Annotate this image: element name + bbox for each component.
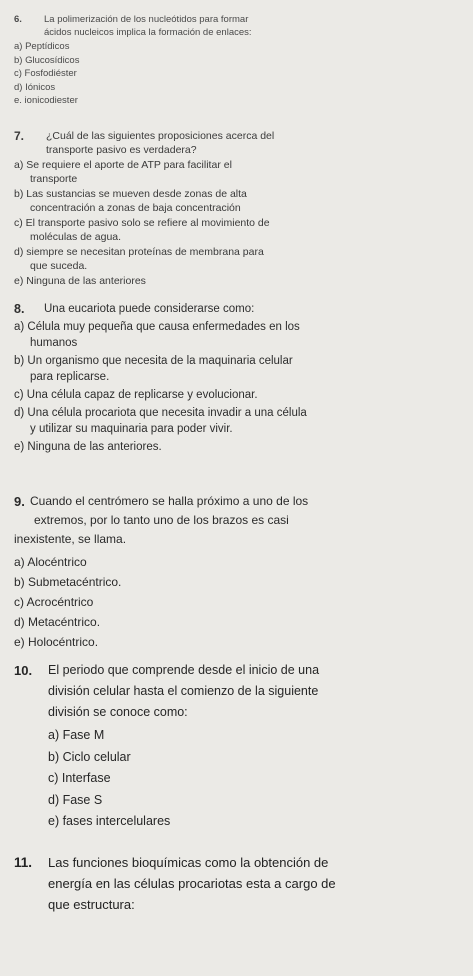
question-number: 7.	[14, 129, 25, 143]
option-text-continued: concentración a zonas de baja concentración	[30, 201, 241, 214]
question-number: 9.	[14, 494, 25, 509]
option-b: b) Ciclo celular	[48, 749, 131, 764]
option-d	[14, 246, 464, 273]
option-text-continued: y utilizar su maquinaria para poder vivir.	[30, 423, 233, 435]
question-text: Una eucariota puede considerarse como:	[44, 303, 255, 315]
option-text-continued: transporte	[30, 172, 78, 185]
question-text: El periodo que comprende desde el inicio de una	[48, 663, 320, 677]
option-text: c) Una célula capaz de replicarse y evolucionar.	[14, 389, 258, 401]
option-a: a) Alocéntrico	[14, 555, 87, 569]
option-text: a) Célula muy pequeña que causa enfermedades en los	[14, 321, 300, 333]
question-text-continued: extremos, por lo tanto uno de los brazos es casi	[34, 513, 289, 527]
option-b	[14, 353, 464, 385]
question-number: 6.	[14, 14, 22, 25]
option-c: c) Acrocéntrico	[14, 595, 94, 609]
question-11	[14, 852, 464, 915]
question-text-continued: división celular hasta el comienzo de la siguiente	[48, 684, 319, 698]
question-8	[14, 301, 464, 457]
option-text: a) Se requiere el aporte de ATP para facilitar el	[14, 159, 232, 171]
question-text-continued: inexistente, se llama.	[14, 532, 127, 546]
option-text: b) Un organismo que necesita de la maquinaria celular	[14, 355, 293, 367]
option-b: b) Submetacéntrico.	[14, 575, 122, 589]
option-a	[14, 319, 464, 351]
option-a: a) Peptídicos	[14, 41, 70, 52]
option-text-continued: para replicarse.	[30, 371, 110, 383]
option-d: d) Metacéntrico.	[14, 615, 101, 629]
option-e: e) Holocéntrico.	[14, 635, 99, 649]
option-text: e) Ninguna de las anteriores.	[14, 441, 162, 453]
question-10	[14, 660, 464, 833]
option-text-continued: humanos	[30, 337, 78, 349]
options-list	[14, 40, 464, 108]
options-list	[14, 725, 464, 833]
option-e: e. ionicodiester	[14, 95, 78, 106]
question-number: 11.	[14, 855, 33, 870]
question-text: La polimerización de los nucleótidos para formar	[44, 14, 249, 25]
option-text: e) Ninguna de las anteriores	[14, 275, 146, 287]
option-text: d) siempre se necesitan proteínas de membrana para	[14, 246, 264, 258]
option-d: d) Fase S	[48, 792, 103, 807]
question-9	[14, 492, 464, 652]
option-c	[14, 217, 464, 244]
option-text: c) El transporte pasivo solo se refiere al movimiento de	[14, 217, 270, 229]
option-e	[14, 275, 464, 289]
question-text-continued: que estructura:	[48, 897, 135, 912]
question-7	[14, 130, 464, 291]
option-text-continued: que suceda.	[30, 259, 88, 272]
option-b	[14, 188, 464, 215]
question-text: ácidos nucleicos implica la formación de enlaces:	[44, 26, 252, 38]
option-text: b) Las sustancias se mueven desde zonas de alta	[14, 188, 247, 200]
option-b: b) Glucosídicos	[14, 54, 80, 66]
option-e: e) fases intercelulares	[48, 814, 171, 828]
option-d	[14, 405, 464, 437]
option-a: a) Fase M	[48, 728, 105, 742]
question-text-continued: división se conoce como:	[48, 705, 188, 719]
question-text: ¿Cuál de las siguientes proposiciones acerca del	[46, 130, 275, 142]
options-list	[14, 319, 464, 455]
option-c	[14, 387, 464, 403]
options-list	[14, 552, 464, 652]
question-text: transporte pasivo es verdadera?	[46, 143, 197, 156]
option-text: d) Una célula procariota que necesita invadir a una célula	[14, 407, 307, 419]
option-c: c) Fosfodiéster	[14, 68, 77, 79]
options-list	[14, 159, 464, 289]
option-a	[14, 159, 464, 186]
option-e	[14, 439, 464, 455]
question-number: 10.	[14, 663, 33, 678]
question-text: Cuando el centrómero se halla próximo a uno de los	[30, 494, 309, 508]
question-number: 8.	[14, 302, 25, 316]
option-c: c) Interfase	[48, 771, 111, 785]
question-6	[14, 14, 464, 108]
question-text: Las funciones bioquímicas como la obtención de	[48, 855, 329, 870]
question-text-continued: energía en las células procariotas esta a cargo de	[48, 876, 336, 891]
option-text-continued: moléculas de agua.	[30, 230, 122, 243]
option-d: d) Iónicos	[14, 81, 56, 93]
